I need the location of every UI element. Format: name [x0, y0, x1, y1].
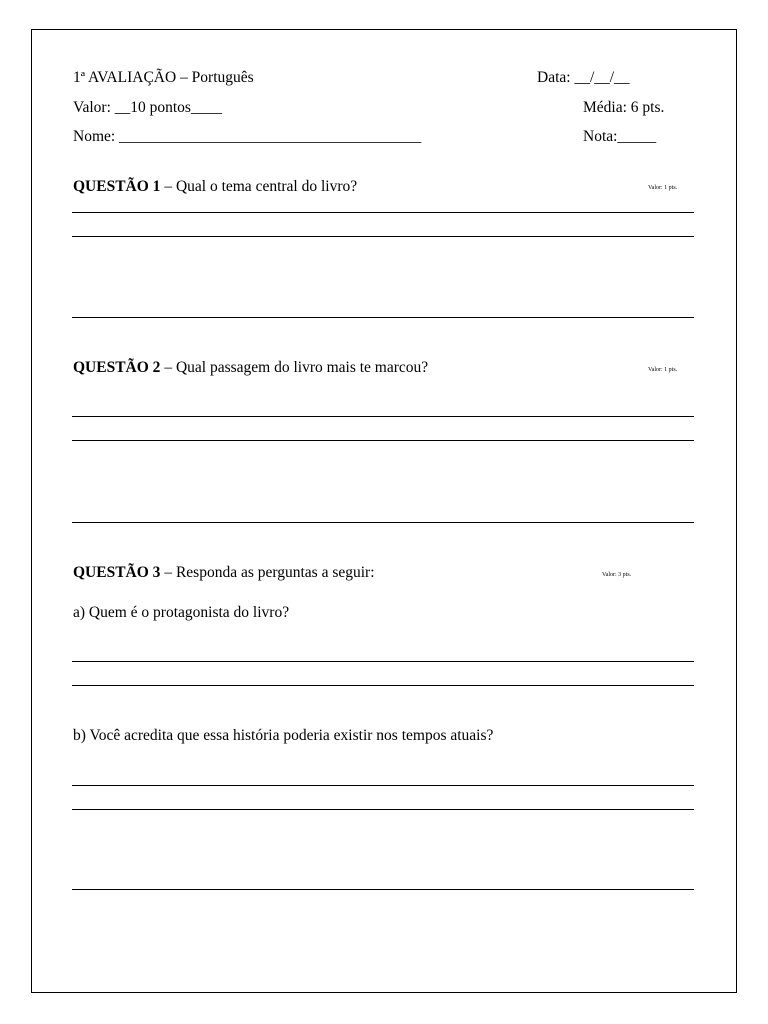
question-3-text: – Responda as perguntas a seguir: [160, 564, 375, 581]
answer-line [72, 440, 694, 441]
answer-line [72, 809, 694, 810]
answer-line [72, 685, 694, 686]
question-2-value: Valor: 1 pts. [648, 367, 678, 373]
answer-line [72, 889, 694, 890]
question-1-value: Valor: 1 pts. [648, 185, 678, 191]
question-1-text: – Qual o tema central do livro? [160, 178, 358, 195]
question-3 [73, 564, 375, 582]
answer-line [72, 317, 694, 318]
date-field: Data: __/__/__ [537, 69, 630, 86]
question-3-value: Valor: 3 pts. [602, 572, 632, 578]
answer-line [72, 661, 694, 662]
name-field: Nome: _______________________________________ [73, 128, 422, 145]
average-field: Média: 6 pts. [583, 99, 665, 116]
exam-title: 1ª AVALIAÇÃO – Português [73, 69, 254, 86]
question-2-text: – Qual passagem do livro mais te marcou? [160, 359, 429, 376]
answer-line [72, 212, 694, 213]
answer-line [72, 416, 694, 417]
value-field: Valor: __10 pontos____ [73, 99, 222, 116]
page-border [31, 29, 737, 993]
answer-line [72, 236, 694, 237]
grade-field: Nota:_____ [583, 128, 657, 145]
question-1 [73, 178, 357, 196]
question-2 [73, 359, 428, 377]
question-3-label: QUESTÃO 3 [73, 564, 161, 581]
answer-line [72, 522, 694, 523]
answer-line [72, 785, 694, 786]
question-3-item-b: b) Você acredita que essa história poderia existir nos tempos atuais? [73, 727, 494, 744]
question-1-label: QUESTÃO 1 [73, 178, 161, 195]
question-3-item-a: a) Quem é o protagonista do livro? [73, 604, 290, 621]
question-2-label: QUESTÃO 2 [73, 359, 161, 376]
